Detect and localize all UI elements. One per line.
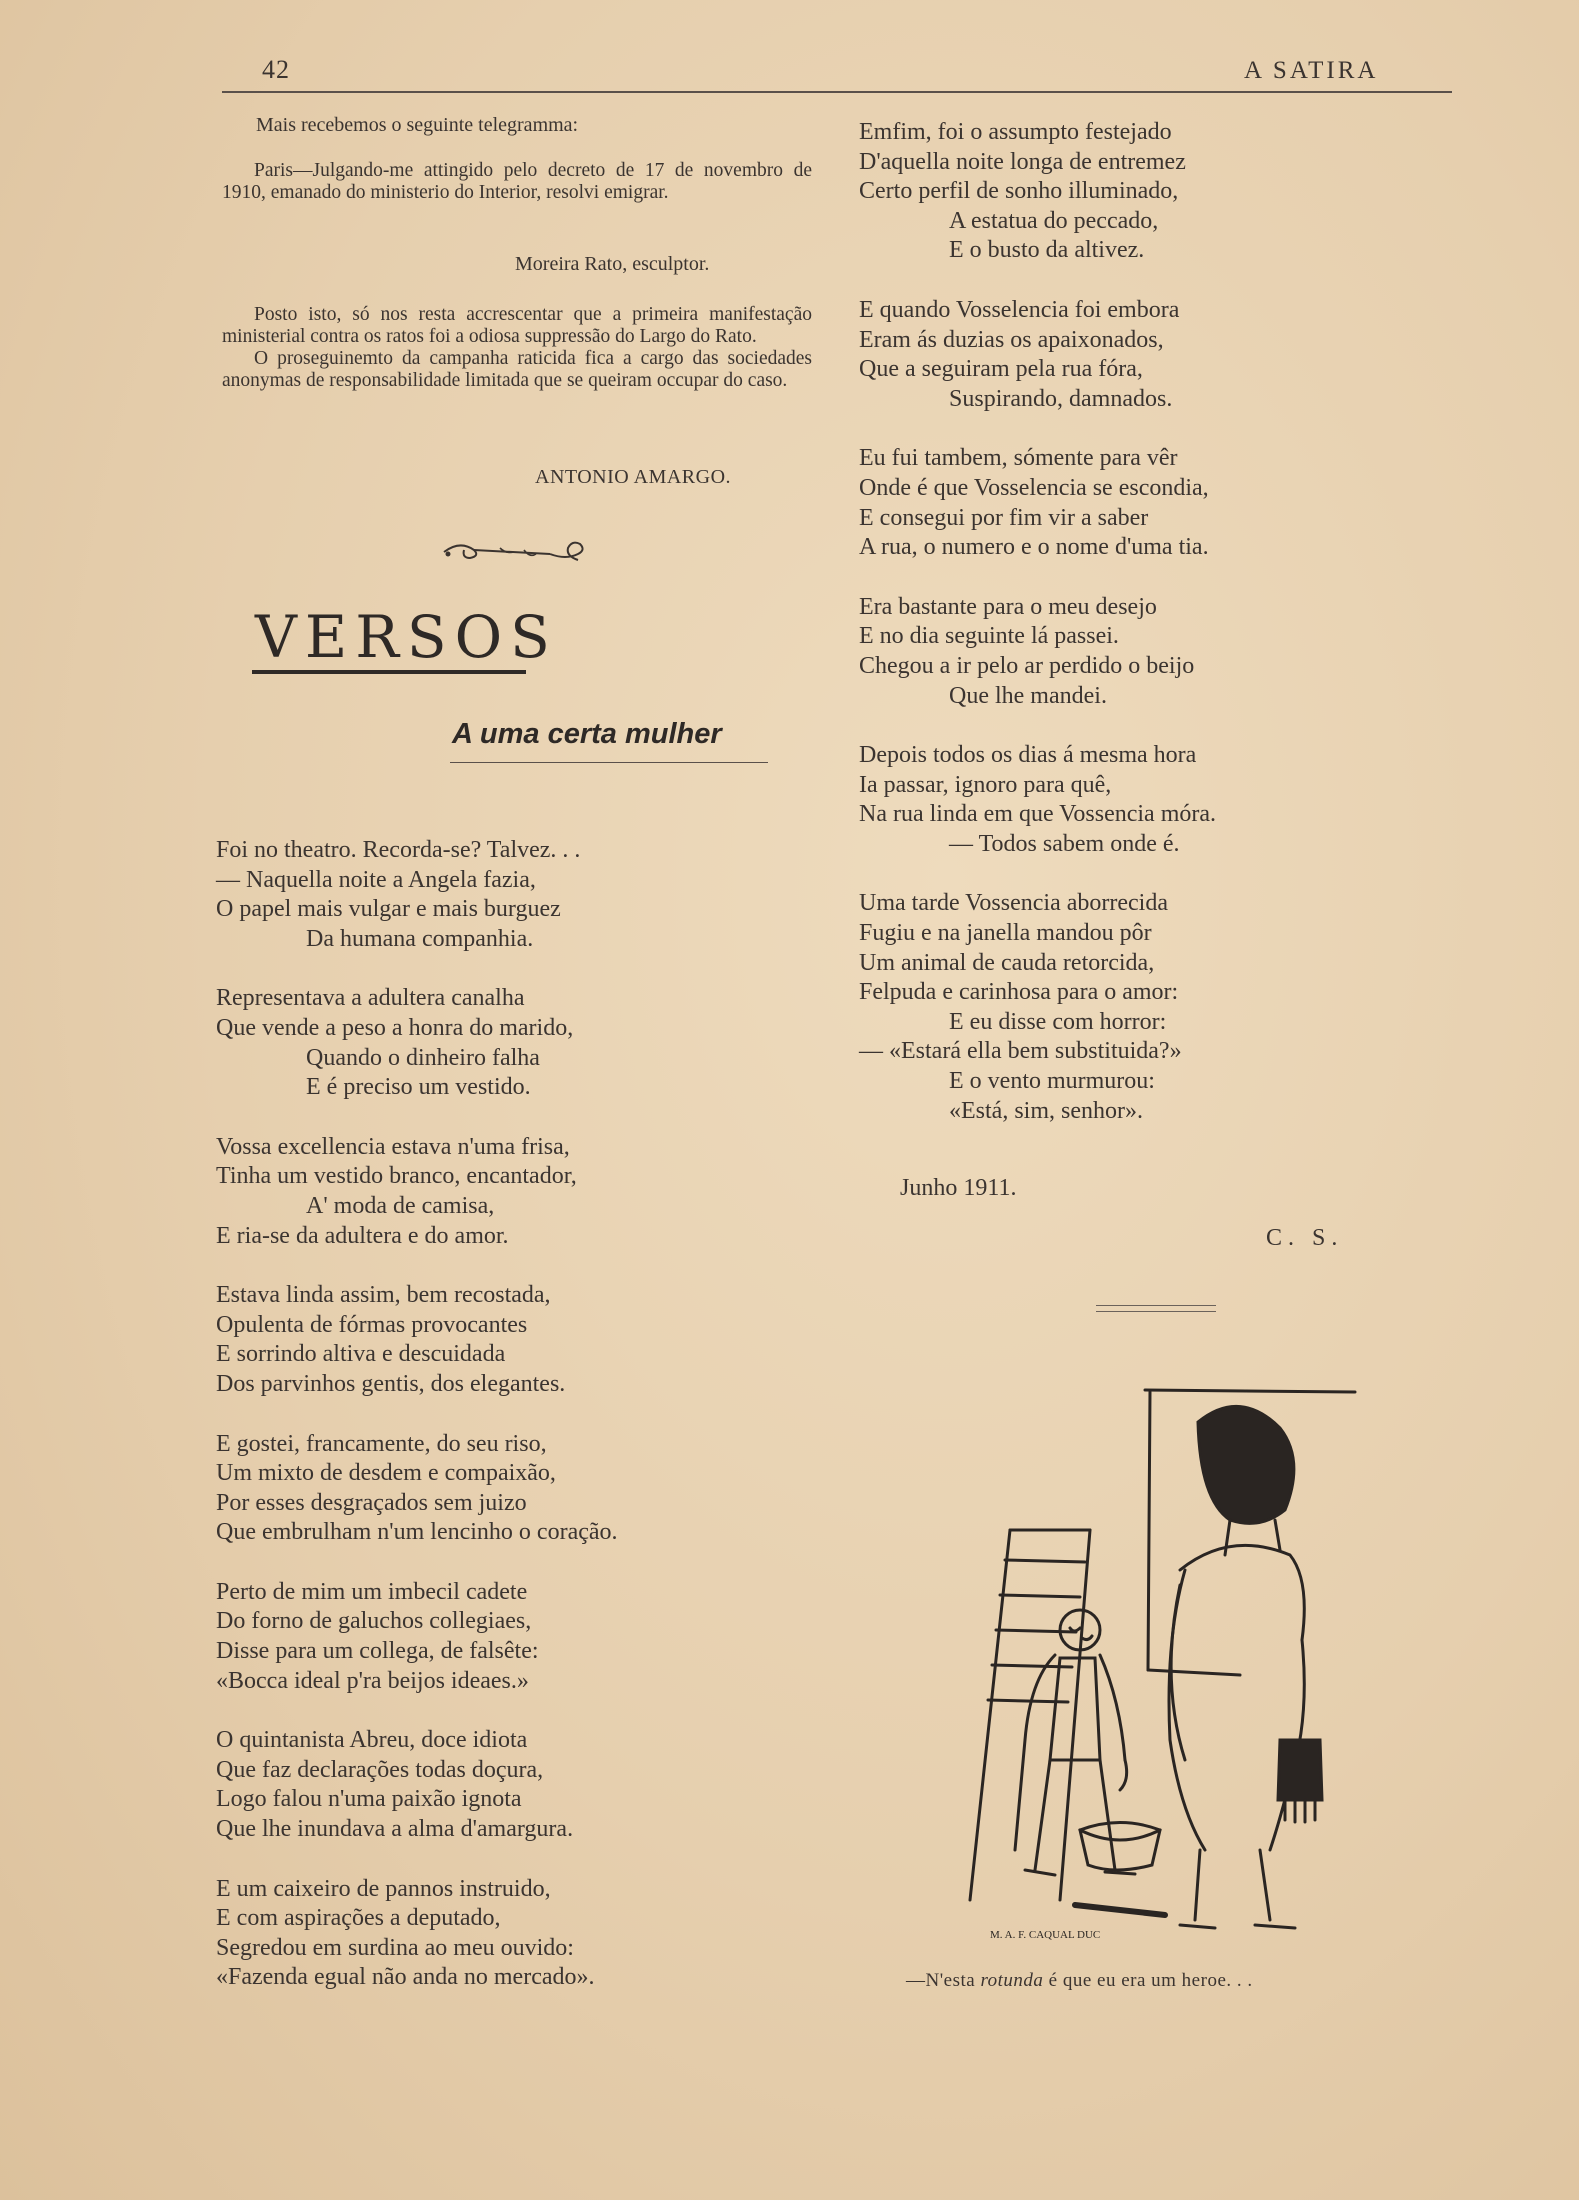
stanza — [216, 1133, 618, 1251]
stanza — [859, 296, 1216, 414]
verse-line: Eu fui tambem, sómente para vêr — [859, 445, 1178, 472]
verse-line: — «Estará ella bem substituida?» — [859, 1038, 1182, 1065]
verse-line: E um caixeiro de pannos instruido, — [216, 1875, 551, 1902]
verse-line: Que embrulham n'um lencinho o coração. — [216, 1519, 618, 1546]
verse-line: — Naquella noite a Angela fazia, — [216, 866, 536, 893]
verse-line: Que lhe mandei. — [949, 682, 1107, 709]
verse-line: A rua, o numero e o nome d'uma tia. — [859, 534, 1209, 561]
stanza — [216, 1875, 618, 1993]
verse-line: E quando Vosselencia foi embora — [859, 296, 1180, 323]
verse-line: Que vende a peso a honra do marido, — [216, 1014, 574, 1041]
verse-line: E no dia seguinte lá passei. — [859, 623, 1119, 650]
verse-line: Fugiu e na janella mandou pôr — [859, 920, 1152, 947]
verse-line: Vossa excellencia estava n'uma frisa, — [216, 1133, 570, 1160]
verse-line: — Todos sabem onde é. — [949, 830, 1180, 857]
verse-line: E consegui por fim vir a saber — [859, 504, 1149, 531]
stanza — [859, 118, 1216, 266]
verse-line: «Fazenda egual não anda no mercado». — [216, 1964, 595, 1991]
verse-line: Na rua linda em que Vossencia móra. — [859, 801, 1217, 828]
verse-line: Dos parvinhos gentis, dos elegantes. — [216, 1370, 566, 1397]
verse-line: Segredou em surdina ao meu ouvido: — [216, 1934, 574, 1961]
verse-line: Um animal de cauda retorcida, — [859, 949, 1155, 976]
verse-line: E eu disse com horror: — [949, 1008, 1167, 1035]
title-rule — [252, 670, 526, 674]
letter-intro: Mais recebemos o seguinte telegramma: — [256, 114, 579, 136]
ornament-flourish-icon — [440, 530, 590, 574]
stanza — [859, 741, 1216, 859]
poem-left-column — [216, 836, 618, 2023]
verse-line: A' moda de camisa, — [306, 1192, 495, 1219]
letter-author: ANTONIO AMARGO. — [535, 466, 732, 488]
stanza — [859, 593, 1216, 711]
verse-line: Logo falou n'uma paixão ignota — [216, 1786, 522, 1813]
verse-line: Estava linda assim, bem recostada, — [216, 1282, 551, 1309]
verse-line: Perto de mim um imbecil cadete — [216, 1578, 528, 1605]
stanza — [216, 1430, 618, 1548]
stanza — [216, 1281, 618, 1399]
cartoon-caption — [906, 1970, 1253, 1992]
verse-line: Foi no theatro. Recorda-se? Talvez. . . — [216, 837, 581, 863]
verse-line: Tinha um vestido branco, encantador, — [216, 1163, 577, 1190]
header-rule — [222, 91, 1452, 93]
stanza — [859, 444, 1216, 562]
poem-initials: C. S. — [1266, 1225, 1344, 1251]
verse-line: Onde é que Vosselencia se escondia, — [859, 474, 1209, 501]
letter-body — [222, 304, 812, 392]
verse-line: Certo perfil de sonho illuminado, — [859, 178, 1179, 205]
verse-line: E com aspirações a deputado, — [216, 1905, 501, 1932]
verse-line: E gostei, francamente, do seu riso, — [216, 1430, 547, 1457]
verse-line: D'aquella noite longa de entremez — [859, 148, 1186, 175]
verse-line: E é preciso um vestido. — [306, 1074, 531, 1101]
artist-signature: M. A. F. CAQUAL DUC — [990, 1929, 1101, 1941]
verse-line: Opulenta de fórmas provocantes — [216, 1311, 528, 1338]
poem-right-column — [859, 118, 1216, 1156]
verse-line: Ia passar, ignoro para quê, — [859, 771, 1112, 798]
separator-rule — [1096, 1311, 1216, 1312]
verse-line: Um mixto de desdem e compaixão, — [216, 1460, 556, 1487]
cartoon-illustration — [930, 1380, 1370, 1960]
verse-line: «Está, sim, senhor». — [949, 1097, 1143, 1124]
verse-line: E sorrindo altiva e descuidada — [216, 1341, 506, 1368]
running-title: A SATIRA — [1244, 57, 1379, 84]
separator-rule — [1096, 1305, 1216, 1306]
verse-line: Por esses desgraçados sem juizo — [216, 1489, 527, 1516]
verse-line: Que a seguiram pela rua fóra, — [859, 356, 1143, 383]
verse-line: Do forno de galuchos collegiaes, — [216, 1608, 532, 1635]
telegram-text: Paris—Julgando-me attingido pelo decreto de 17 de novembro de 1910, emanado do ministerio do Interior, resolvi emigrar. — [222, 160, 812, 203]
letter-paragraph: O proseguinemto da campanha raticida fica a cargo das sociedades anonymas de responsabilidade limitada que se queiram occupar do caso. — [222, 348, 812, 391]
verse-line: Chegou a ir pelo ar perdido o beijo — [859, 652, 1195, 679]
verse-line: Felpuda e carinhosa para o amor: — [859, 979, 1179, 1006]
verse-line: E o vento murmurou: — [949, 1068, 1155, 1095]
stanza — [216, 1726, 618, 1844]
verse-line: Uma tarde Vossencia aborrecida — [859, 890, 1168, 917]
verse-line: A estatua do peccado, — [949, 207, 1159, 234]
subtitle-rule — [450, 762, 768, 763]
stanza — [216, 836, 618, 954]
verse-line: Era bastante para o meu desejo — [859, 593, 1157, 620]
verse-line: «Bocca ideal p'ra beijos ideaes.» — [216, 1667, 529, 1694]
verse-line: Depois todos os dias á mesma hora — [859, 742, 1197, 769]
verse-line: Suspirando, damnados. — [949, 385, 1173, 412]
poem-subtitle: A uma certa mulher — [452, 718, 722, 750]
verse-line: Emfim, foi o assumpto festejado — [859, 119, 1172, 145]
caption-text: —N'esta — [906, 1970, 981, 1991]
verse-line: Que lhe inundava a alma d'amargura. — [216, 1816, 574, 1843]
verse-line: Disse para um collega, de falsête: — [216, 1638, 539, 1665]
verse-line: Eram ás duzias os apaixonados, — [859, 326, 1164, 353]
telegram-signature: Moreira Rato, esculptor. — [515, 253, 710, 275]
letter-paragraph: Posto isto, só nos resta accrescentar que a primeira manifestação ministerial contra os ratos foi a odiosa suppressão do Largo do Rato. — [222, 304, 812, 347]
verse-line: O quintanista Abreu, doce idiota — [216, 1727, 528, 1754]
verse-line: E o busto da altivez. — [949, 237, 1145, 264]
caption-text: é que eu era um heroe. . . — [1043, 1970, 1253, 1991]
caption-italic: rotunda — [980, 1970, 1044, 1991]
poem-date: Junho 1911. — [900, 1175, 1017, 1201]
stanza — [216, 1578, 618, 1696]
verse-line: Representava a adultera canalha — [216, 985, 525, 1012]
stanza — [859, 889, 1216, 1126]
verse-line: Que faz declarações todas doçura, — [216, 1756, 544, 1783]
stanza — [216, 984, 618, 1102]
verse-line: E ria-se da adultera e do amor. — [216, 1222, 509, 1249]
verse-line: Da humana companhia. — [306, 925, 534, 952]
page-number: 42 — [262, 55, 290, 84]
section-title: VERSOS — [255, 603, 558, 671]
verse-line: O papel mais vulgar e mais burguez — [216, 896, 561, 923]
verse-line: Quando o dinheiro falha — [306, 1044, 540, 1071]
